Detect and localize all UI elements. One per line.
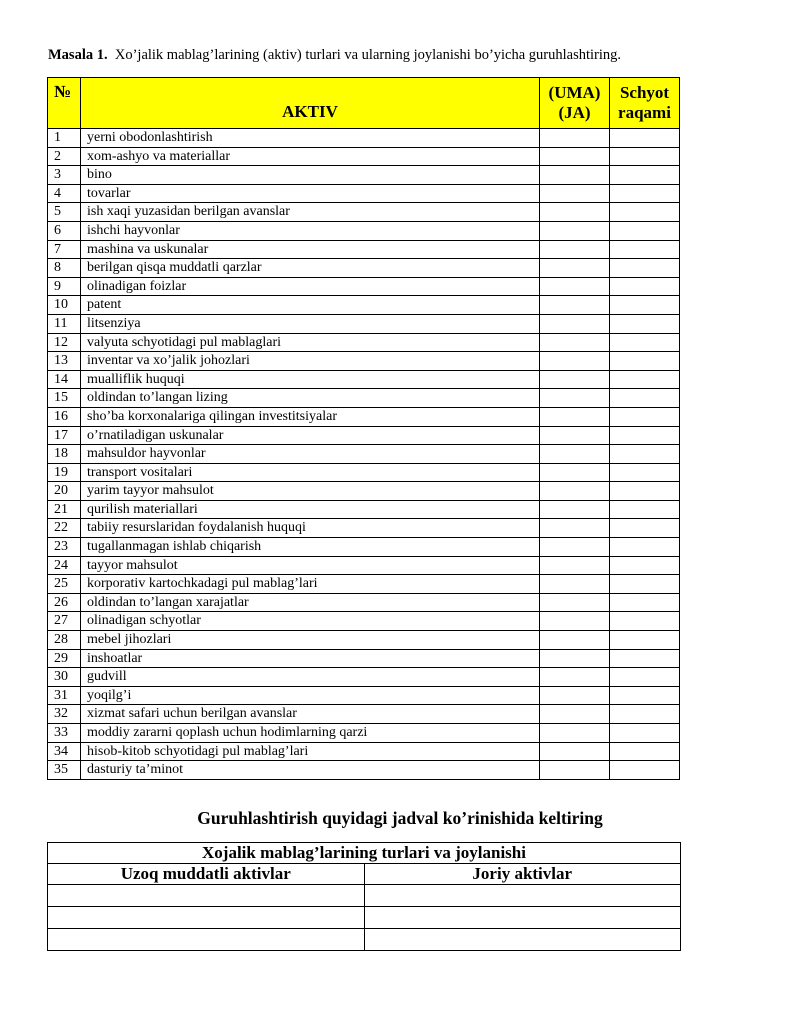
row-number: 11 bbox=[48, 314, 81, 333]
uma-cell[interactable] bbox=[540, 147, 610, 166]
schyot-cell[interactable] bbox=[610, 259, 680, 278]
schyot-cell[interactable] bbox=[610, 184, 680, 203]
asset-name: tovarlar bbox=[81, 184, 540, 203]
asset-name: dasturiy ta’minot bbox=[81, 761, 540, 780]
empty-cell[interactable] bbox=[364, 885, 681, 907]
uma-cell[interactable] bbox=[540, 445, 610, 464]
table-row bbox=[48, 314, 680, 333]
row-number: 27 bbox=[48, 612, 81, 631]
header-schyot-line2: raqami bbox=[618, 103, 671, 122]
row-number: 20 bbox=[48, 482, 81, 501]
table-row bbox=[48, 500, 680, 519]
asset-name: korporativ kartochkadagi pul mablag’lari bbox=[81, 575, 540, 594]
uma-cell[interactable] bbox=[540, 221, 610, 240]
table-row bbox=[48, 556, 680, 575]
schyot-cell[interactable] bbox=[610, 761, 680, 780]
asset-name: patent bbox=[81, 296, 540, 315]
table-row bbox=[48, 593, 680, 612]
table-row bbox=[48, 575, 680, 594]
row-number: 2 bbox=[48, 147, 81, 166]
uma-cell[interactable] bbox=[540, 686, 610, 705]
asset-name: moddiy zararni qoplash uchun hodimlarning qarzi bbox=[81, 724, 540, 743]
uma-cell[interactable] bbox=[540, 575, 610, 594]
asset-name: qurilish materiallari bbox=[81, 500, 540, 519]
table-row bbox=[48, 686, 680, 705]
header-uma-line2: (JA) bbox=[558, 103, 591, 122]
row-number: 17 bbox=[48, 426, 81, 445]
schyot-cell[interactable] bbox=[610, 129, 680, 148]
asset-name: mahsuldor hayvonlar bbox=[81, 445, 540, 464]
table-row bbox=[48, 370, 680, 389]
table-row bbox=[48, 184, 680, 203]
header-schyot-line1: Schyot bbox=[619, 83, 670, 102]
empty-cell[interactable] bbox=[48, 885, 365, 907]
schyot-cell[interactable] bbox=[610, 333, 680, 352]
schyot-cell[interactable] bbox=[610, 389, 680, 408]
asset-name: valyuta schyotidagi pul mablaglari bbox=[81, 333, 540, 352]
schyot-cell[interactable] bbox=[610, 407, 680, 426]
row-number: 29 bbox=[48, 649, 81, 668]
schyot-cell[interactable] bbox=[610, 519, 680, 538]
schyot-cell[interactable] bbox=[610, 147, 680, 166]
row-number: 18 bbox=[48, 445, 81, 464]
row-number: 21 bbox=[48, 500, 81, 519]
uma-cell[interactable] bbox=[540, 593, 610, 612]
asset-name: inventar va xo’jalik johozlari bbox=[81, 352, 540, 371]
assets-table-header bbox=[48, 78, 680, 129]
schyot-cell[interactable] bbox=[610, 593, 680, 612]
table-row bbox=[48, 407, 680, 426]
row-number: 15 bbox=[48, 389, 81, 408]
uma-cell[interactable] bbox=[540, 631, 610, 650]
uma-cell[interactable] bbox=[540, 389, 610, 408]
asset-name: hisob-kitob schyotidagi pul mablag’lari bbox=[81, 742, 540, 761]
uma-cell[interactable] bbox=[540, 184, 610, 203]
asset-name: o’rnatiladigan uskunalar bbox=[81, 426, 540, 445]
table-row bbox=[48, 259, 680, 278]
schyot-cell[interactable] bbox=[610, 705, 680, 724]
asset-name: tugallanmagan ishlab chiqarish bbox=[81, 538, 540, 557]
row-number: 12 bbox=[48, 333, 81, 352]
schyot-cell[interactable] bbox=[610, 631, 680, 650]
schyot-cell[interactable] bbox=[610, 463, 680, 482]
schyot-cell[interactable] bbox=[610, 556, 680, 575]
row-number: 6 bbox=[48, 221, 81, 240]
header-aktiv: AKTIV bbox=[81, 78, 540, 129]
asset-name: ish xaqi yuzasidan berilgan avanslar bbox=[81, 203, 540, 222]
asset-name: berilgan qisqa muddatli qarzlar bbox=[81, 259, 540, 278]
schyot-cell[interactable] bbox=[610, 482, 680, 501]
row-number: 31 bbox=[48, 686, 81, 705]
uma-cell[interactable] bbox=[540, 482, 610, 501]
row-number: 5 bbox=[48, 203, 81, 222]
asset-name: oldindan to’langan xarajatlar bbox=[81, 593, 540, 612]
table-row bbox=[48, 203, 680, 222]
table-row bbox=[48, 705, 680, 724]
asset-name: olinadigan foizlar bbox=[81, 277, 540, 296]
table-row bbox=[48, 166, 680, 185]
uma-cell[interactable] bbox=[540, 426, 610, 445]
uma-cell[interactable] bbox=[540, 705, 610, 724]
uma-cell[interactable] bbox=[540, 259, 610, 278]
table-row bbox=[48, 389, 680, 408]
asset-name: xizmat safari uchun berilgan avanslar bbox=[81, 705, 540, 724]
uma-cell[interactable] bbox=[540, 296, 610, 315]
uma-cell[interactable] bbox=[540, 724, 610, 743]
uma-cell[interactable] bbox=[540, 463, 610, 482]
asset-name: gudvill bbox=[81, 668, 540, 687]
schyot-cell[interactable] bbox=[610, 649, 680, 668]
schyot-cell[interactable] bbox=[610, 166, 680, 185]
uma-cell[interactable] bbox=[540, 556, 610, 575]
row-number: 30 bbox=[48, 668, 81, 687]
asset-name: mashina va uskunalar bbox=[81, 240, 540, 259]
uma-cell[interactable] bbox=[540, 314, 610, 333]
asset-name: sho’ba korxonalariga qilingan investitsiyalar bbox=[81, 407, 540, 426]
uma-cell[interactable] bbox=[540, 649, 610, 668]
table-row bbox=[48, 612, 680, 631]
schyot-cell[interactable] bbox=[610, 314, 680, 333]
empty-cell[interactable] bbox=[48, 907, 365, 929]
uma-cell[interactable] bbox=[540, 333, 610, 352]
schyot-cell[interactable] bbox=[610, 352, 680, 371]
column-current-assets: Joriy aktivlar bbox=[364, 864, 681, 885]
uma-cell[interactable] bbox=[540, 203, 610, 222]
uma-cell[interactable] bbox=[540, 240, 610, 259]
row-number: 23 bbox=[48, 538, 81, 557]
table-row bbox=[48, 147, 680, 166]
table-row bbox=[48, 221, 680, 240]
row-number: 3 bbox=[48, 166, 81, 185]
schyot-cell[interactable] bbox=[610, 742, 680, 761]
asset-name: oldindan to’langan lizing bbox=[81, 389, 540, 408]
asset-name: litsenziya bbox=[81, 314, 540, 333]
table-row bbox=[48, 482, 680, 501]
header-schyot bbox=[610, 78, 680, 129]
table-row bbox=[48, 631, 680, 650]
row-number: 1 bbox=[48, 129, 81, 148]
table-row bbox=[48, 240, 680, 259]
empty-cell[interactable] bbox=[364, 929, 681, 951]
uma-cell[interactable] bbox=[540, 761, 610, 780]
column-long-term-assets: Uzoq muddatli aktivlar bbox=[48, 864, 365, 885]
table-row bbox=[48, 277, 680, 296]
schyot-cell[interactable] bbox=[610, 426, 680, 445]
row-number: 10 bbox=[48, 296, 81, 315]
row-number: 35 bbox=[48, 761, 81, 780]
table-row bbox=[48, 724, 680, 743]
row-number: 25 bbox=[48, 575, 81, 594]
uma-cell[interactable] bbox=[540, 407, 610, 426]
row-number: 4 bbox=[48, 184, 81, 203]
row-number: 24 bbox=[48, 556, 81, 575]
asset-name: inshoatlar bbox=[81, 649, 540, 668]
row-number: 34 bbox=[48, 742, 81, 761]
table-row bbox=[48, 296, 680, 315]
uma-cell[interactable] bbox=[540, 519, 610, 538]
uma-cell[interactable] bbox=[540, 166, 610, 185]
asset-name: yarim tayyor mahsulot bbox=[81, 482, 540, 501]
schyot-cell[interactable] bbox=[610, 370, 680, 389]
assets-table-body bbox=[48, 129, 680, 780]
table-row bbox=[48, 668, 680, 687]
grouping-title: Xojalik mablag’larining turlari va joylanishi bbox=[48, 843, 681, 864]
uma-cell[interactable] bbox=[540, 500, 610, 519]
row-number: 13 bbox=[48, 352, 81, 371]
asset-name: yoqilg’i bbox=[81, 686, 540, 705]
task-text: Xo’jalik mablag’larining (aktiv) turlari va ularning joylanishi bo’yicha guruhlashtiring. bbox=[114, 47, 622, 63]
asset-name: tayyor mahsulot bbox=[81, 556, 540, 575]
schyot-cell[interactable] bbox=[610, 668, 680, 687]
asset-name: tabiiy resurslaridan foydalanish huquqi bbox=[81, 519, 540, 538]
table-row bbox=[48, 649, 680, 668]
table-row bbox=[48, 519, 680, 538]
schyot-cell[interactable] bbox=[610, 203, 680, 222]
task-label: Masala 1. bbox=[48, 47, 108, 63]
table-row bbox=[48, 463, 680, 482]
grouping-instruction: Guruhlashtirish quyidagi jadval ko’rinishida keltiring bbox=[197, 808, 603, 828]
asset-name: ishchi hayvonlar bbox=[81, 221, 540, 240]
header-uma bbox=[540, 78, 610, 129]
table-row bbox=[48, 426, 680, 445]
asset-name: mebel jihozlari bbox=[81, 631, 540, 650]
row-number: 9 bbox=[48, 277, 81, 296]
table-row bbox=[48, 445, 680, 464]
schyot-cell[interactable] bbox=[610, 296, 680, 315]
schyot-cell[interactable] bbox=[610, 240, 680, 259]
table-row bbox=[48, 538, 680, 557]
asset-name: xom-ashyo va materiallar bbox=[81, 147, 540, 166]
uma-cell[interactable] bbox=[540, 538, 610, 557]
table-row bbox=[48, 742, 680, 761]
row-number: 19 bbox=[48, 463, 81, 482]
row-number: 33 bbox=[48, 724, 81, 743]
uma-cell[interactable] bbox=[540, 370, 610, 389]
row-number: 7 bbox=[48, 240, 81, 259]
header-uma-line1: (UMA) bbox=[548, 83, 601, 102]
table-row bbox=[48, 333, 680, 352]
task-statement bbox=[48, 47, 621, 64]
uma-cell[interactable] bbox=[540, 277, 610, 296]
table-row bbox=[48, 352, 680, 371]
uma-cell[interactable] bbox=[540, 742, 610, 761]
row-number: 14 bbox=[48, 370, 81, 389]
row-number: 22 bbox=[48, 519, 81, 538]
schyot-cell[interactable] bbox=[610, 612, 680, 631]
uma-cell[interactable] bbox=[540, 352, 610, 371]
asset-name: olinadigan schyotlar bbox=[81, 612, 540, 631]
asset-name: mualliflik huquqi bbox=[81, 370, 540, 389]
schyot-cell[interactable] bbox=[610, 445, 680, 464]
row-number: 28 bbox=[48, 631, 81, 650]
asset-name: bino bbox=[81, 166, 540, 185]
schyot-cell[interactable] bbox=[610, 538, 680, 557]
row-number: 26 bbox=[48, 593, 81, 612]
asset-name: yerni obodonlashtirish bbox=[81, 129, 540, 148]
table-row bbox=[48, 761, 680, 780]
uma-cell[interactable] bbox=[540, 129, 610, 148]
empty-cell[interactable] bbox=[364, 907, 681, 929]
uma-cell[interactable] bbox=[540, 668, 610, 687]
uma-cell[interactable] bbox=[540, 612, 610, 631]
row-number: 32 bbox=[48, 705, 81, 724]
schyot-cell[interactable] bbox=[610, 686, 680, 705]
asset-name: transport vositalari bbox=[81, 463, 540, 482]
schyot-cell[interactable] bbox=[610, 575, 680, 594]
row-number: 16 bbox=[48, 407, 81, 426]
grouping-table bbox=[47, 842, 681, 951]
row-number: 8 bbox=[48, 259, 81, 278]
empty-cell[interactable] bbox=[48, 929, 365, 951]
header-number: № bbox=[48, 78, 81, 129]
schyot-cell[interactable] bbox=[610, 277, 680, 296]
schyot-cell[interactable] bbox=[610, 221, 680, 240]
assets-table bbox=[47, 77, 680, 780]
table-row bbox=[48, 129, 680, 148]
schyot-cell[interactable] bbox=[610, 724, 680, 743]
schyot-cell[interactable] bbox=[610, 500, 680, 519]
